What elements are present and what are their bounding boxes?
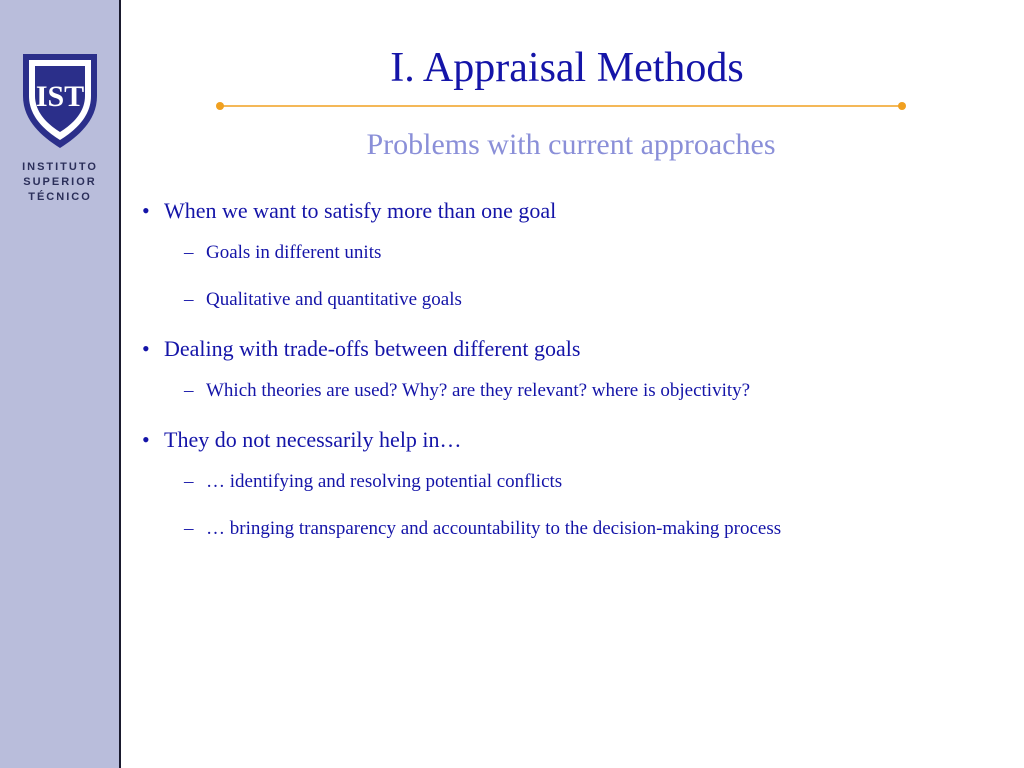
bullet-dot-icon: • (142, 198, 150, 223)
bullet-dot-icon: • (142, 427, 150, 452)
logo-line-1: INSTITUTO (22, 161, 98, 173)
ist-logo (18, 52, 102, 205)
bullet-group-1 (142, 196, 1002, 313)
bullet-item (142, 425, 1002, 455)
slide-title: I. Appraisal Methods (390, 45, 744, 91)
sub-bullet-item (184, 240, 1002, 266)
dash-icon: – (184, 518, 194, 539)
divider-left-dot (216, 102, 224, 110)
bullet-text: Dealing with trade-offs between different goals (164, 336, 581, 361)
sub-bullet-item (184, 469, 1002, 495)
sub-bullet-item (184, 516, 1002, 542)
bullet-item (142, 196, 1002, 226)
slide-subtitle: Problems with current approaches (366, 128, 776, 161)
sidebar (0, 0, 121, 768)
bullet-dot-icon: • (142, 336, 150, 361)
sub-bullet-text: … bringing transparency and accountability to the decision-making process (206, 518, 782, 539)
bullet-item (142, 334, 1002, 364)
shield-logo-icon (21, 52, 99, 150)
dash-icon: – (184, 242, 194, 263)
sub-bullet-text: Goals in different units (206, 242, 382, 263)
bullet-text: They do not necessarily help in… (164, 427, 462, 452)
dash-icon: – (184, 380, 194, 401)
sub-bullet-item (184, 287, 1002, 313)
dash-icon: – (184, 289, 194, 310)
title-divider-rule (216, 100, 906, 112)
logo-institution-name (18, 160, 102, 205)
sub-bullet-item (184, 378, 1002, 404)
bullet-group-3 (142, 425, 1002, 542)
svg-text:IST: IST (35, 80, 85, 113)
sub-bullet-text: Which theories are used? Why? are they relevant? where is objectivity? (206, 380, 751, 401)
slide-content (142, 196, 1002, 563)
dash-icon: – (184, 471, 194, 492)
bullet-text: When we want to satisfy more than one goal (164, 198, 557, 223)
bullet-group-2 (142, 334, 1002, 404)
logo-line-3: TÉCNICO (28, 191, 92, 203)
divider-right-dot (898, 102, 906, 110)
logo-line-2: SUPERIOR (23, 176, 97, 188)
sub-bullet-text: … identifying and resolving potential conflicts (206, 471, 563, 492)
sub-bullet-text: Qualitative and quantitative goals (206, 289, 462, 310)
